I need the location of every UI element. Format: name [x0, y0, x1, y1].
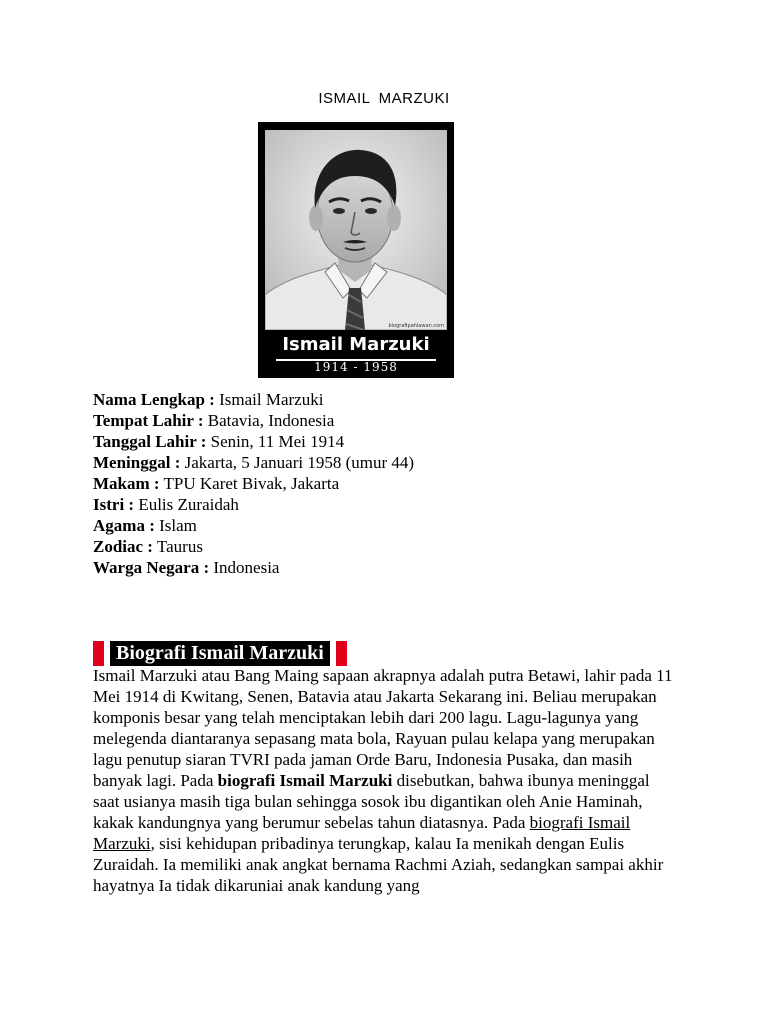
fact-label: Meninggal : — [93, 453, 181, 472]
fact-value: Ismail Marzuki — [214, 390, 324, 409]
biography-paragraph — [93, 665, 673, 896]
portrait-photo — [265, 130, 447, 330]
fact-label: Zodiac : — [93, 537, 153, 556]
fact-death — [93, 452, 414, 473]
fact-birthplace — [93, 410, 414, 431]
fact-label: Tempat Lahir : — [93, 411, 204, 430]
fact-value: Islam — [154, 516, 197, 535]
fact-label: Warga Negara : — [93, 558, 210, 577]
biodata-list — [93, 389, 414, 578]
fact-grave — [93, 473, 414, 494]
fact-label: Agama : — [93, 516, 155, 535]
fact-label: Makam : — [93, 474, 160, 493]
fact-birthdate — [93, 431, 414, 452]
fact-value: Batavia, Indonesia — [203, 411, 335, 430]
portrait-caption-years: 1914 - 1958 — [314, 360, 398, 374]
fact-value: Indonesia — [209, 558, 280, 577]
fact-value: Jakarta, 5 Januari 1958 (umur 44) — [180, 453, 415, 472]
portrait-image — [258, 122, 454, 378]
paragraph-text: , sisi kehidupan pribadinya terungkap, kalau Ia menikah dengan Eulis Zuraidah. Ia memiliki anak angkat bernama Rachmi Aziah, sedangkan sampai akhir hayatnya Ia tidak dikaruniai anak kandung yang — [93, 834, 664, 895]
bold-keyword: biografi Ismail Marzuki — [217, 771, 393, 790]
section-heading — [93, 641, 347, 666]
fact-label: Tanggal Lahir : — [93, 432, 207, 451]
section-heading-label: Biografi Ismail Marzuki — [110, 641, 330, 666]
portrait-caption-name: Ismail Marzuki — [282, 334, 430, 355]
paragraph-text: Ismail Marzuki atau Bang Maing sapaan akrapnya adalah putra Betawi, lahir pada 11 Mei 1914 di Kwitang, Senen, Batavia atau Jakarta Sekarang ini. Beliau merupakan komponis besar yang telah menciptakan lebih dari 200 lagu. Lagu-lagunya yang melegenda diantaranya sepasang mata bola, Rayuan pulau kelapa yang merupakan lagu penutup siaran TVRI pada jaman Orde Baru, Indonesia Pusaka, dan masih banyak lagi. Pada — [93, 666, 673, 790]
fact-zodiac — [93, 536, 414, 557]
fact-value: TPU Karet Bivak, Jakarta — [159, 474, 340, 493]
document-title: ISMAIL MARZUKI — [318, 90, 450, 107]
fact-label: Nama Lengkap : — [93, 390, 215, 409]
paragraph-text: disebutkan, bahwa ibunya meninggal saat usianya masih tiga bulan sehingga sosok ibu digantikan oleh Anie Haminah, kakak kandungnya yang berumur sebelas tahun diatasnya. Pada — [93, 771, 650, 832]
fact-value: Senin, 11 Mei 1914 — [206, 432, 345, 451]
heading-accent-left — [93, 641, 104, 666]
fact-label: Istri : — [93, 495, 135, 514]
portrait-drawing — [265, 130, 447, 330]
fact-value: Eulis Zuraidah — [134, 495, 239, 514]
image-credit: biografipahlawan.com — [388, 323, 444, 329]
fact-religion — [93, 515, 414, 536]
fact-citizenship — [93, 557, 414, 578]
biography-link[interactable]: biografi Ismail Marzuki — [93, 813, 631, 853]
fact-value: Taurus — [152, 537, 203, 556]
fact-full-name — [93, 389, 414, 410]
heading-accent-right — [336, 641, 347, 666]
fact-spouse — [93, 494, 414, 515]
